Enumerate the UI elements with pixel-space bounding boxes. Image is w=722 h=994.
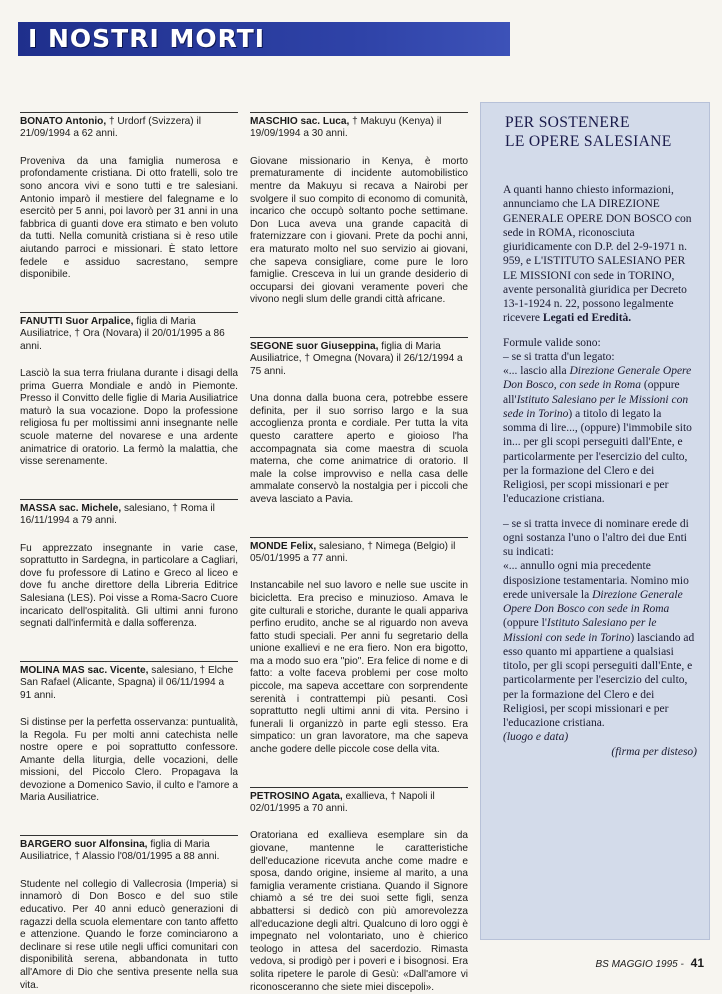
obituary-entry [250,537,468,757]
obituary-header [20,316,238,353]
divider [250,337,468,338]
obituary-entry [250,787,468,994]
signature-line: (firma per disteso) [611,745,697,758]
sidebar-intro-bold: Legati ed Eredità. [542,312,632,325]
obituary-header [250,541,468,566]
left-column [20,112,238,992]
sidebar-title [505,113,672,151]
obituary-text: Fu apprezzato insegnante in varie case, soprattutto in Sardegna, in particolare a Cagliari, dove fu professore di Latino e Greco al liceo e dove fu anche direttore della Libreria Editrice Salesiana (LES). Poi visse a Roma-Sacro Cuore incaricato dell'ospitalità. Gli ultimi anni furono segnati dall'infermità e dalla sofferenza. [20,542,238,630]
obituary-name: FANUTTI Suor Arpalice, [20,315,134,327]
obituary-header [20,839,238,864]
obituary-details: salesiano, † Elche San Rafael (Alicante, Spagna) il 06/11/1994 a 91 anni. [20,664,234,701]
obituary-name: PETROSINO Agata, [250,790,343,802]
divider [20,499,238,500]
obituary-details: exallieva, † Napoli il 02/01/1995 a 70 anni. [250,790,435,815]
sidebar-title-line: PER SOSTENERE [505,114,630,131]
obituary-details: figlia di Maria Ausiliatrice, † Omegna (Novara) il 26/12/1994 a 75 anni. [250,340,463,377]
sidebar-body [503,183,697,759]
obituary-header [20,665,238,702]
obituary-details: salesiano, † Nimega (Belgio) il 05/01/1995 a 77 anni. [250,540,456,564]
obituary-entry [250,337,468,507]
sidebar-intro: A quanti hanno chiesto informazioni, annunciamo che LA DIREZIONE GENERALE OPERE DON BOSCO con sede in ROMA, riconosciuta giuridicamente con D.P. del 2-9-1971 n. 959, e L'ISTITUTO SALESIANO PER LE MISSIONI con sede in TORINO, avente personalità giuridica per Decreto 13-1-1924 n. 22, possono legalmente ricevere Legati ed Eredità. [503,184,692,325]
divider [250,537,468,538]
legato-formula: «... lascio alla Direzione Generale Opere Don Bosco, con sede in Roma (oppure all'Istituto Salesiano per le Missioni con sede in Torino) a titolo di legato la somma di lire..., (oppure) l'immobile sito in... per gli scopi perseguiti dall'Ente, e particolarmente per l'esercizio del culto, per la formazione del Clero e dei Religiosi, per scopi missionari e per l'educazione cristiana. [503,365,692,506]
magazine-issue: BS MAGGIO 1995 - [595,959,684,970]
section-header [18,22,510,56]
obituary-text: Oratoriana ed exallieva esemplare sin da giovane, mantenne le caratteristiche dell'educazione ricevuta anche come madre e sposa, dando origine, insieme al marito, a una famiglia veramente cristiana. Quando il Signore chiamò a sé tre dei suoi sette figli, senza abbattersi si dedicò con più amorevolezza all'educazione degli altri. Qualcuno di loro oggi è impegnato nel volontariato, uno è chierico teologo in attesa del sacerdozio. Rimasta vedova, si prodigò per i poveri e i bisognosi. Era solita ripetere le parole di Gesù: «Dall'amore vi riconosceranno che siete miei discepoli». [250,830,468,993]
section-title: I NOSTRI MORTI [28,24,266,53]
obituary-name: MOLINA MAS sac. Vicente, [20,664,149,676]
obituary-details: figlia di Maria Ausiliatrice, † Alassio l'08/01/1995 a 88 anni. [20,839,220,863]
divider [250,787,468,788]
obituary-text: Si distinse per la perfetta osservanza: puntualità, la Regola. Fu per molti anni catechista nelle nostre opere e poi soprattutto confessore. Amante della liturgia, delle vocazioni, delle missioni, del Piccolo Clero. Propagava la devozione a Domenico Savio, il culto e l'amore a Maria Ausiliatrice. [20,716,238,804]
page-number: 41 [690,956,704,970]
obituary-details: salesiano, † Roma il 16/11/1994 a 79 anni. [20,502,215,527]
divider [250,112,468,113]
obituary-text: Proveniva da una famiglia numerosa e profondamente cristiana. Di otto fratelli, solo tre sono ancora vivi e sono tutti e tre salesiani. Antonio imparò il mestiere del falegname e lo esercitò per 5 anni, poi lavorò per 31 anni in una fabbrica di guanti dove era stimato e ben voluto da tutti. Nella comunità cristiana si è reso utile aiutando parroci e missionari. È stato lettore fedele e assiduo sacrestano, sempre disponibile. [20,155,238,281]
obituary-header [20,116,238,141]
obituary-text: Instancabile nel suo lavoro e nelle sue uscite in bicicletta. Era preciso e minuzioso. Amava le gite culturali e storiche, durante le quali appariva perfino erudito, anche se al riguardo non aveva fatto studi speciali. Per anni fu segretario della unione exallievi e ne era fiero. Non era bigotto, ma a modo suo era "pio". Era felice di nome e di fatto: a volte faceva problemi per cose molto piccole, ma sapeva accettare con sorprendente serenità i contrattempi più pesanti. Così soprattutto negli ultimi anni di vita. Persino i funerali li organizzò in parte egli stesso. Era simpatico: un gran lavoratore, ma che sapeva anche godere delle piccole cose della vita. [250,580,468,756]
obituary-name: BONATO Antonio, [20,116,107,127]
obituary-details: † Urdorf (Svizzera) il 21/09/1994 a 62 anni. [20,116,201,140]
place-date: (luogo e data) [503,731,569,744]
obituary-name: MASCHIO sac. Luca, [250,116,350,127]
obituary-name: MASSA sac. Michele, [20,502,122,514]
obituary-entry [20,112,238,282]
obituary-header [250,341,468,378]
erede-formula: «... annullo ogni mia precedente disposizione testamentaria. Nomino mio erede universale la Direzione Generale Opere Don Bosco con sede in Roma (oppure l'Istituto Salesiano per le Missioni con sede in Torino) lasciando ad esso quanto mi appartiene a qualsiasi titolo, per gli scopi perseguiti dall'Ente, e particolarmente per l'esercizio del culto, per la formazione del Clero e dei Religiosi, per scopi missionari e per l'educazione cristiana. [503,560,695,729]
obituary-entry [250,112,468,307]
obituary-text: Lasciò la sua terra friulana durante i disagi della prima Guerra Mondiale e andò in Piemonte. Presso il Convitto delle figlie di Maria Ausiliatrice maturò la sua vocazione. Dopo la professione religiosa fu per moltissimi anni insegnante nelle scuole materne del novarese e una ardente animatrice di oratorio. La fermò la malattia, che visse serenamente. [20,367,238,468]
obituary-details: figlia di Maria Ausiliatrice, † Ora (Novara) il 20/01/1995 a 86 anni. [20,315,225,352]
obituary-text: Studente nel collegio di Vallecrosia (Imperia) si innamorò di Don Bosco e del suo stile educativo. Per 40 anni educò generazioni di ragazzi della scuola elementare con tanto affetto e attenzione. Quando le forze cominciarono a declinare si rese utile negli uffici comunitari con disponibilità serena, abbandonata in tutto all'Amore di Dio che sentiva presente nella sua vita. [20,878,238,991]
page-footer [595,956,704,970]
obituary-name: SEGONE suor Giuseppina, [250,340,379,352]
obituary-text: Giovane missionario in Kenya, è morto prematuramente di incidente automobilistico mentre da Makuyu si recava a Nairobi per svolgere il suo compito di economo di comunità, incarico che occupò soltanto poche settimane. Don Luca aveva una grande capacità di fraternizzare con i giovani. Prete da pochi anni, era maturato molto nel suo servizio ai giovani, che sapeva consigliare, come pure le loro famiglie. Cresceva in lui un grande desiderio di occuparsi dei giovani veramente poveri che vivono negli slum delle grandi città africane. [250,155,468,306]
obituary-name: BARGERO suor Alfonsina, [20,839,148,851]
sidebar-title-line: LE OPERE SALESIANE [505,133,672,150]
obituary-entry [20,312,238,469]
obituary-entry [20,661,238,805]
donation-sidebar [480,102,710,940]
divider [20,661,238,662]
obituary-entry [20,499,238,631]
obituary-entry [20,835,238,992]
erede-heading: – se si tratta invece di nominare erede di ogni sostanza l'uno o l'altro dei due Enti su indicati: [503,517,689,558]
obituary-header [250,116,468,141]
legato-heading: – se si tratta d'un legato: [503,350,615,363]
divider [20,835,238,836]
obituary-name: MONDE Felix, [250,540,317,552]
middle-column [250,112,468,994]
obituary-header [20,503,238,528]
obituary-details: † Makuyu (Kenya) il 19/09/1994 a 30 anni. [250,116,442,140]
obituary-header [250,791,468,816]
divider [20,112,238,113]
divider [20,312,238,313]
sidebar-formule: Formule valide sono: [503,336,601,349]
obituary-text: Una donna dalla buona cera, potrebbe essere definita, per il suo sorriso largo e la sua accoglienza pronta e cordiale. Per tutta la vita questo carattere aperto e gioioso l'ha accompagnata sia come maestra di scuola materna, che come animatrice di oratorio. Il male la colse improvviso e nella casa delle ammalate conservò la nostalgia per i piccoli che aveva lasciato a Pavia. [250,393,468,505]
